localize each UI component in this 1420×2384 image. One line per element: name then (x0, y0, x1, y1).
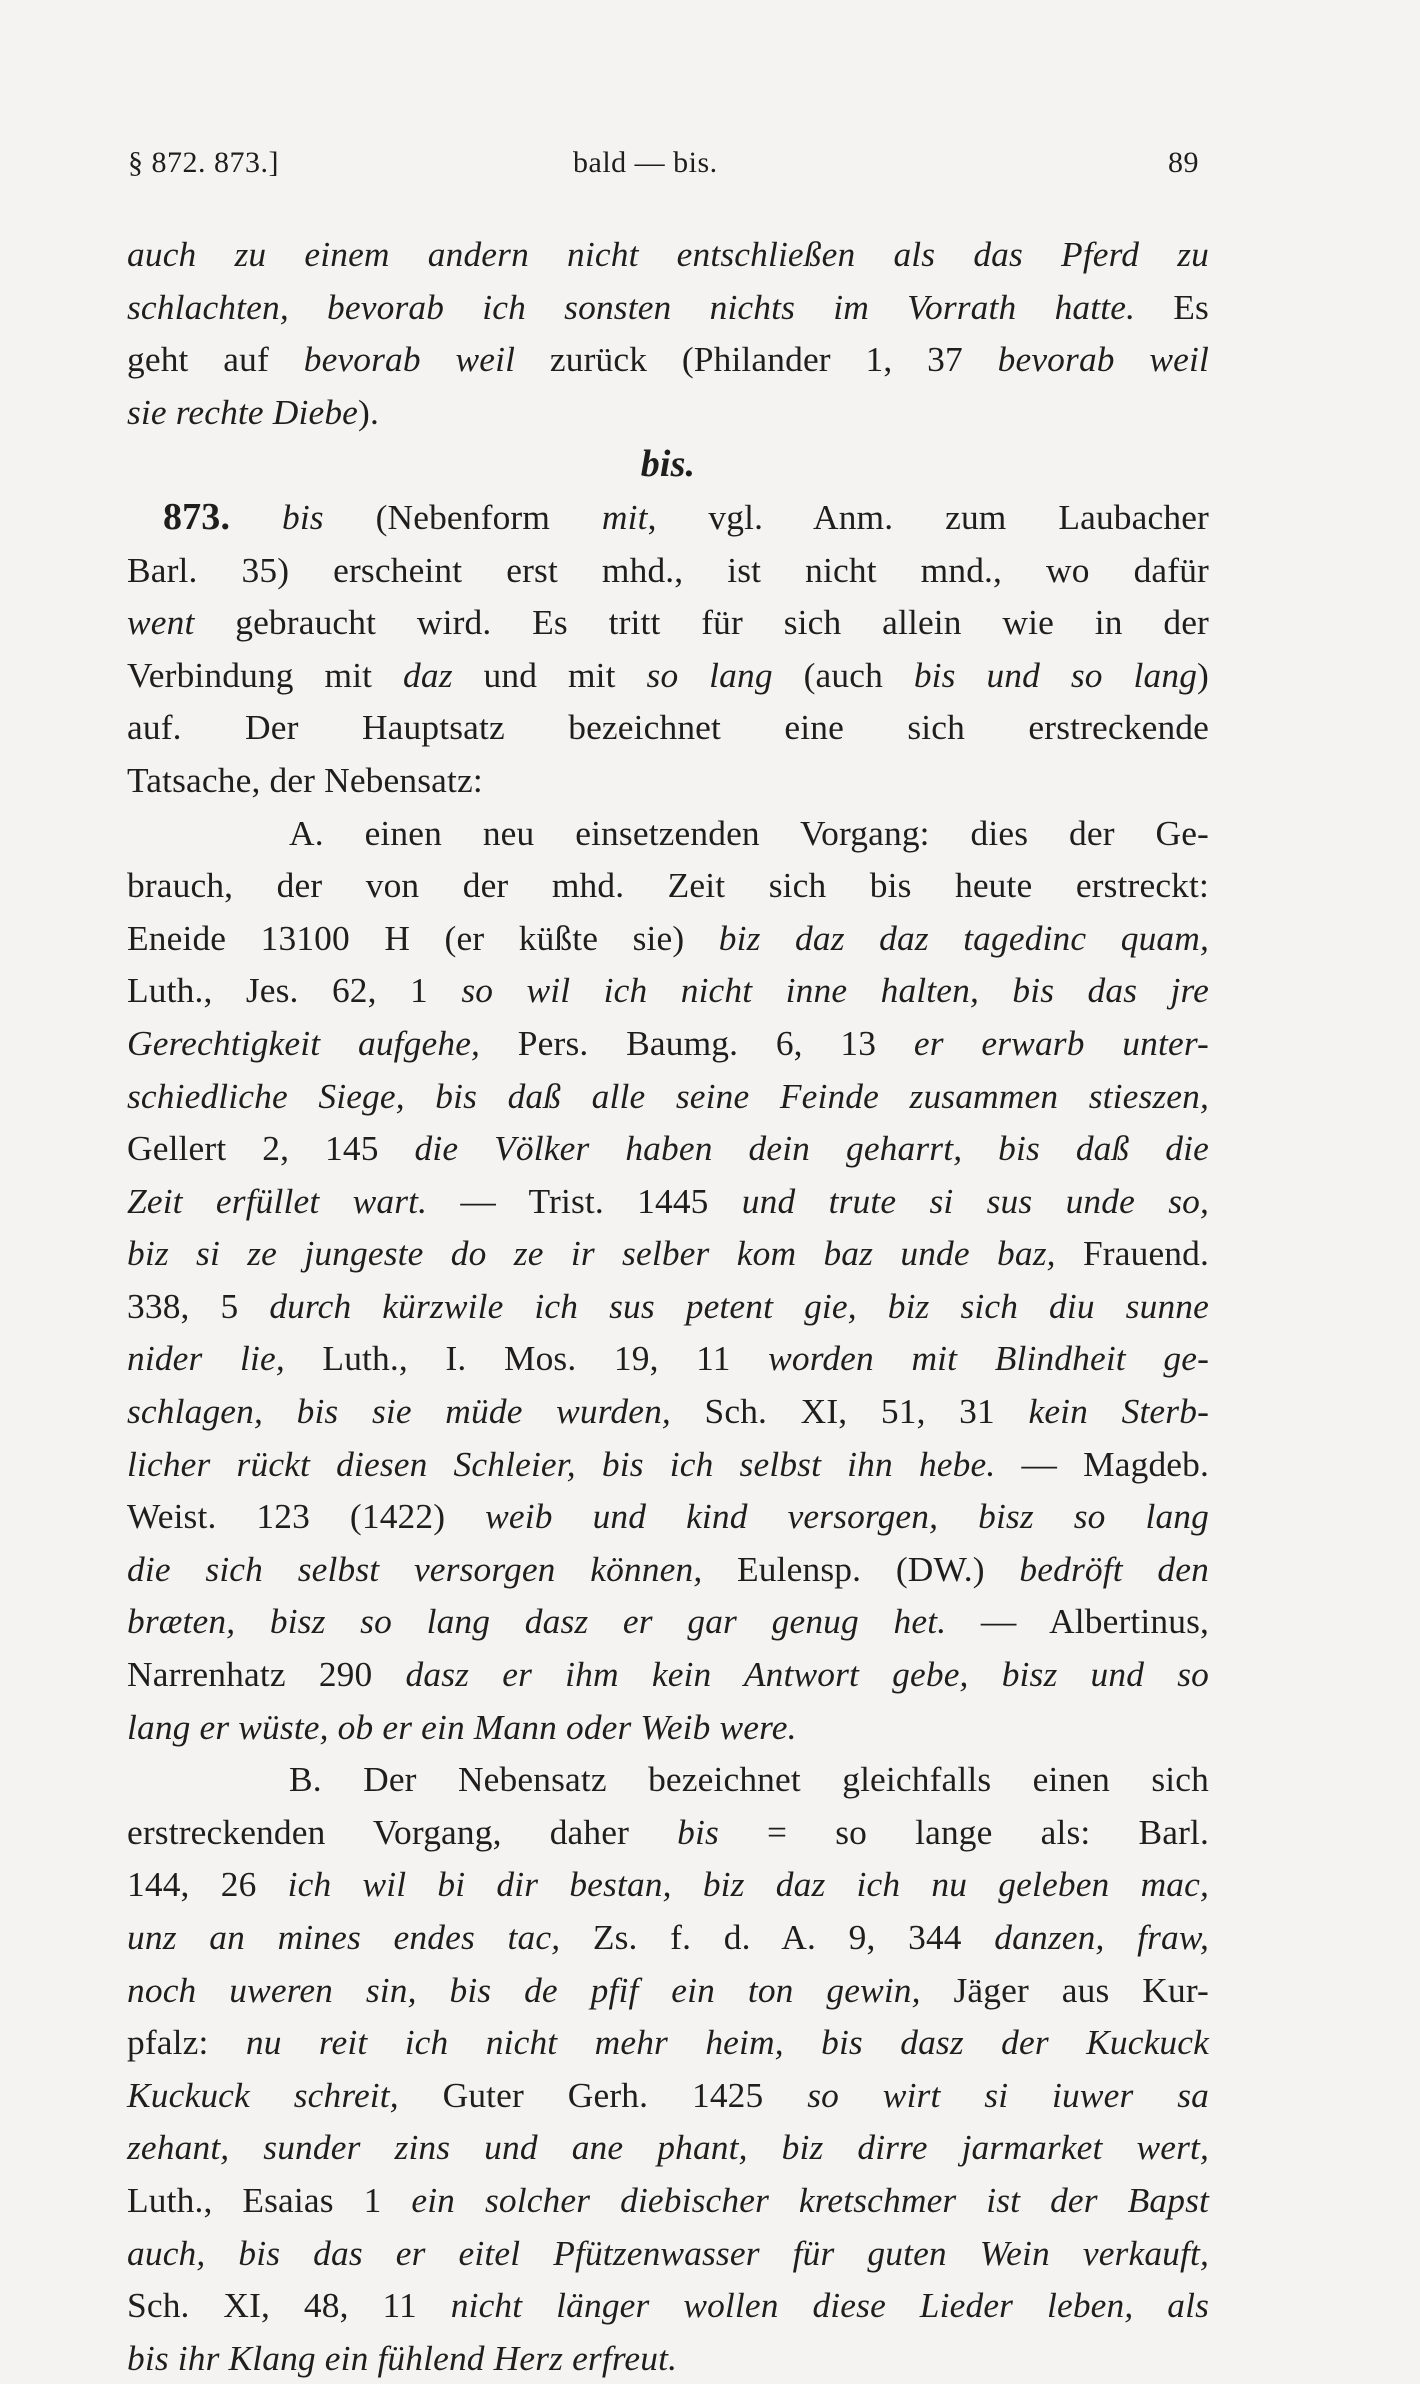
text-line (127, 1753, 1209, 1806)
text-line (127, 2332, 1209, 2384)
text-line (127, 596, 1209, 649)
text-line (127, 2174, 1209, 2227)
text-run: Narrenhatz 290 (127, 1654, 406, 1695)
text-run: Luth., Jes. 62, 1 (127, 970, 462, 1011)
text-run: 144, 26 (127, 1864, 288, 1905)
italic-citation: so lang (646, 654, 773, 695)
italic-citation: worden mit Blindheit ge- (768, 1338, 1210, 1379)
text-run: = so lange als: Barl. (718, 1811, 1209, 1852)
text-run: und mit (452, 654, 647, 695)
text-run: Luth., Esaias 1 (127, 2179, 412, 2220)
text-line (127, 2227, 1209, 2280)
text-run: geht auf (127, 339, 304, 380)
text-line (127, 1438, 1209, 1491)
italic-citation: biz si ze jungeste do ze ir selber kom baz unde baz, (127, 1233, 1056, 1274)
text-run: pfalz: (127, 2022, 246, 2063)
italic-citation: nider lie, (127, 1338, 285, 1379)
text-line (127, 1595, 1209, 1648)
text-line (127, 1017, 1209, 1070)
text-run: ). (358, 391, 379, 432)
text-line (127, 1280, 1209, 1333)
italic-citation: bis (281, 496, 324, 537)
italic-citation: went (127, 602, 195, 643)
italic-citation: schiedliche Siege, bis daß alle seine Feinde zusammen stieszen, (127, 1075, 1209, 1116)
text-run: Pers. Baumg. 6, 13 (480, 1022, 914, 1063)
text-run: Frauend. (1055, 1233, 1209, 1274)
text-line (127, 2069, 1209, 2122)
text-run: — Albertinus, (946, 1601, 1209, 1642)
italic-citation: nu reit ich nicht mehr heim, bis dasz der Kuckuck (245, 2022, 1209, 2063)
text-run: — Magdeb. (995, 1443, 1210, 1484)
text-line (127, 1911, 1209, 1964)
italic-citation: so wil ich nicht inne halten, bis das jre (461, 970, 1210, 1011)
text-line (127, 754, 1209, 807)
italic-citation: dasz er ihm kein Antwort gebe, bisz und so (405, 1654, 1209, 1695)
text-line (127, 912, 1209, 965)
text-line (127, 1858, 1209, 1911)
italic-citation: daz (403, 654, 453, 695)
italic-citation: bis ihr Klang ein fühlend Herz erfreut. (127, 2337, 678, 2378)
text-run (230, 497, 282, 537)
italic-citation: Gerechtigkeit aufgehe, (127, 1022, 481, 1063)
text-line (127, 1385, 1209, 1438)
italic-citation: auch zu einem andern nicht entschließen als das Pferd zu (127, 234, 1209, 274)
text-line (127, 701, 1209, 754)
text-run: (Nebenform (323, 496, 602, 537)
text-run: 338, 5 (127, 1285, 270, 1326)
text-line (127, 649, 1209, 702)
italic-citation: danzen, fraw, (994, 1917, 1209, 1957)
text-line (127, 1964, 1209, 2017)
italic-citation: schlachten, bevorab ich sonsten nichts im Vorrath hatte. (127, 286, 1136, 327)
section-title: bis. (640, 443, 696, 486)
italic-citation: bis (677, 1811, 719, 1852)
italic-citation: ein solcher diebischer kretschmer ist der Bapst (411, 2179, 1209, 2220)
text-run: Sch. XI, 48, 11 (127, 2285, 451, 2326)
text-run: , vgl. Anm. zum Laubacher (647, 496, 1209, 537)
italic-citation: auch, bis das er eitel Pfützenwasser für guten Wein verkauft, (127, 2232, 1209, 2273)
text-run: erstreckenden Vorgang, daher (127, 1811, 678, 1852)
text-run: (auch (772, 654, 914, 695)
italic-citation: Zeit erfüllet wart. (127, 1180, 428, 1221)
section-number: 873. (163, 495, 231, 538)
text-line (127, 1701, 1209, 1754)
text-run: Jäger aus Kur- (920, 1969, 1209, 2010)
text-run: Tatsache, der Nebensatz: (127, 759, 483, 800)
text-line (127, 491, 1209, 544)
text-run: auf. Der Hauptsatz bezeichnet eine sich erstreckende (127, 707, 1209, 748)
text-line (127, 333, 1209, 386)
text-run: Guter Gerh. 1425 (398, 2074, 808, 2115)
section-reference: § 872. 873.] (128, 146, 279, 179)
text-run: — Trist. 1445 (427, 1180, 742, 1221)
text-run: Es (1135, 286, 1209, 327)
text-line (127, 2016, 1209, 2069)
text-run: Barl. 35) erscheint erst mhd., ist nicht mnd., wo dafür (127, 549, 1209, 590)
text-line (127, 1070, 1209, 1123)
text-run: A. einen neu einsetzenden Vorgang: dies der Ge- (289, 812, 1209, 853)
text-line (127, 859, 1209, 912)
italic-citation: Kuckuck schreit, (127, 2074, 399, 2115)
italic-citation: nicht länger wollen diese Lieder leben, als (450, 2285, 1209, 2326)
italic-citation: biz daz daz tagedinc quam, (718, 917, 1209, 958)
text-line (127, 281, 1209, 334)
italic-citation: bedröft den (1019, 1548, 1209, 1589)
text-run: B. Der Nebensatz bezeichnet gleichfalls einen sich (289, 1759, 1209, 1800)
text-line (127, 964, 1209, 1017)
italic-citation: noch uweren sin, bis de pfif ein ton gewin, (127, 1969, 921, 2010)
italic-citation: bevorab weil (997, 339, 1209, 380)
italic-citation: schlagen, bis sie müde wurden, (127, 1391, 671, 1432)
italic-citation: er erwarb unter- (913, 1022, 1209, 1063)
text-run: Verbindung mit (127, 654, 404, 695)
body-text (127, 228, 1209, 2384)
italic-citation: bræten, bisz so lang dasz er gar genug het. (127, 1601, 947, 1642)
page-number: 89 (1168, 146, 1199, 179)
italic-citation: licher rückt diesen Schleier, bis ich selbst ihn hebe. (127, 1443, 996, 1484)
text-run: Weist. 123 (1422) (127, 1496, 486, 1537)
text-line (127, 1332, 1209, 1385)
italic-citation: bevorab weil (303, 339, 516, 380)
italic-citation: die sich selbst versorgen können, (127, 1548, 703, 1589)
text-line (127, 2121, 1209, 2174)
text-run: Luth., I. Mos. 19, 11 (284, 1338, 769, 1379)
text-line (127, 1490, 1209, 1543)
text-line (127, 544, 1209, 597)
text-run: gebraucht wird. Es tritt für sich allein wie in der (194, 602, 1209, 643)
text-line (127, 1543, 1209, 1596)
text-line (127, 807, 1209, 860)
italic-citation: bis und so lang (913, 654, 1198, 695)
text-line (127, 1806, 1209, 1859)
italic-citation: die Völker haben dein geharrt, bis daß die (414, 1128, 1209, 1169)
italic-citation: sie rechte Diebe (127, 391, 359, 432)
running-head: bald — bis. (573, 146, 718, 179)
text-run: Eneide 13100 H (er küßte sie) (127, 917, 719, 958)
italic-citation: ich wil bi dir bestan, biz daz ich nu geleben mac, (287, 1864, 1209, 1905)
italic-citation: weib und kind versorgen, bisz so lang (485, 1496, 1209, 1537)
text-line (127, 1122, 1209, 1175)
text-line (127, 438, 1209, 491)
text-run: ) (1197, 654, 1209, 695)
text-run: brauch, der von der mhd. Zeit sich bis heute erstreckt: (127, 865, 1209, 906)
italic-citation: und trute si sus unde so, (741, 1180, 1209, 1221)
italic-citation: durch kürzwile ich sus petent gie, biz sich diu sunne (269, 1285, 1210, 1326)
text-line (127, 2279, 1209, 2332)
text-line (127, 228, 1209, 281)
text-line (127, 1175, 1209, 1228)
text-run: Zs. f. d. A. 9, 344 (560, 1917, 995, 1957)
text-run: Gellert 2, 145 (127, 1128, 415, 1169)
italic-citation: kein Sterb- (1028, 1391, 1209, 1432)
text-line (127, 1648, 1209, 1701)
italic-citation: unz an mines endes tac, (127, 1917, 561, 1957)
text-line (127, 386, 1209, 439)
text-run: Sch. XI, 51, 31 (670, 1391, 1029, 1432)
text-line (127, 1227, 1209, 1280)
italic-citation: zehant, sunder zins und ane phant, biz dirre jarmarket wert, (127, 2127, 1209, 2168)
italic-citation: lang er wüste, ob er ein Mann oder Weib were. (127, 1706, 797, 1747)
text-run: Eulensp. (DW.) (702, 1548, 1020, 1589)
italic-citation: mit (601, 496, 648, 537)
italic-citation: so wirt si iuwer sa (807, 2074, 1210, 2115)
text-run: zurück (Philander 1, 37 (515, 339, 998, 380)
